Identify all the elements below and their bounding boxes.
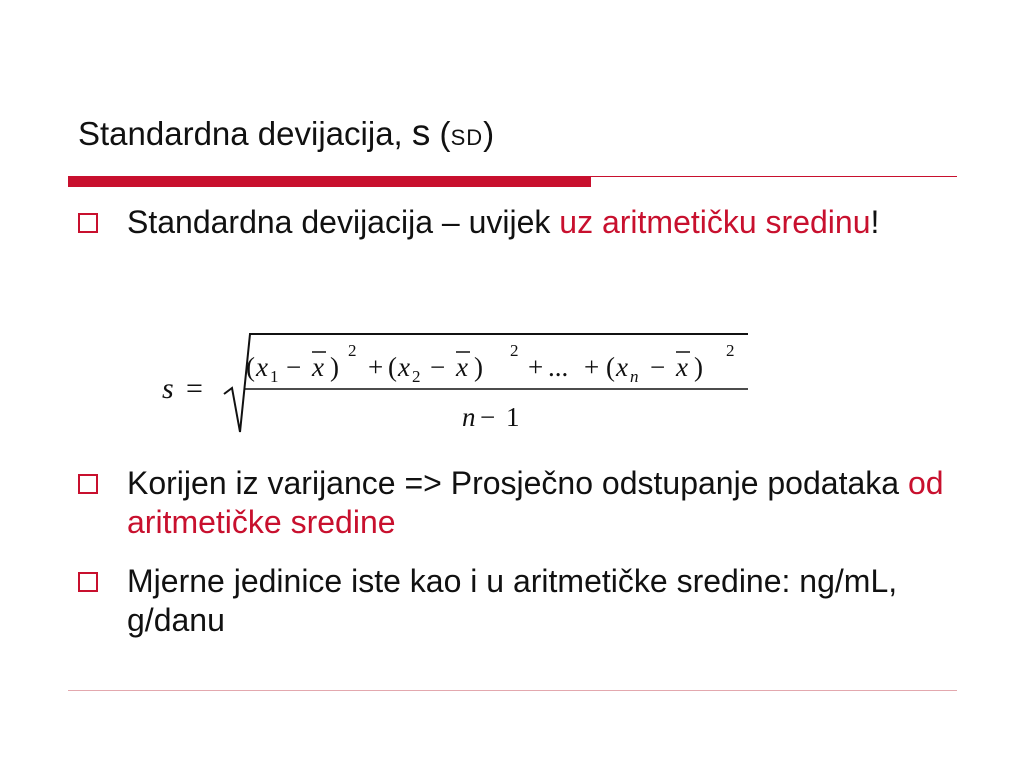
title-underline-thin xyxy=(591,176,957,177)
term1-mean: x xyxy=(312,352,324,382)
denominator-one: 1 xyxy=(506,402,520,432)
term1-sub: 1 xyxy=(270,367,279,386)
bullet-item-1 xyxy=(78,203,958,242)
term2-mean: x xyxy=(456,352,468,382)
term1-open-paren: ( xyxy=(246,352,255,382)
termn-mean: x xyxy=(676,352,688,382)
denominator-minus: − xyxy=(480,402,496,432)
term2-var: x xyxy=(398,352,410,382)
title-underline-thick xyxy=(68,176,591,187)
term1-var: x xyxy=(256,352,268,382)
term2-open-paren: ( xyxy=(388,352,397,382)
bullet-text xyxy=(127,562,947,640)
formula-lhs: s xyxy=(162,372,174,405)
bullet-item-3 xyxy=(78,562,958,640)
bullet-text xyxy=(127,203,947,242)
title-paren-close: ) xyxy=(483,115,495,152)
title-symbol: s xyxy=(411,112,431,153)
bullet-text-plain: Mjerne jedinice iste kao i u aritmetičke sredine: ng/mL, g/danu xyxy=(127,563,898,638)
ellipsis-plus-left: + xyxy=(528,352,544,382)
bullet-text-plain: Standardna devijacija – uvijek xyxy=(127,204,560,240)
bullet-text-plain: Korijen iz varijance => Prosječno odstupanje podataka xyxy=(127,465,908,501)
termn-minus: − xyxy=(650,352,666,382)
term2-minus: − xyxy=(430,352,446,382)
title-paren-open: ( xyxy=(430,115,451,152)
term2-plus: + xyxy=(368,352,384,382)
square-bullet-icon xyxy=(78,213,98,233)
square-bullet-icon xyxy=(78,474,98,494)
termn-exponent: 2 xyxy=(726,341,735,360)
square-bullet-icon xyxy=(78,572,98,592)
bullet-item-2 xyxy=(78,464,958,542)
term2-sub: 2 xyxy=(412,367,421,386)
denominator-n: n xyxy=(462,402,476,432)
formula-equals: = xyxy=(186,372,203,405)
term2-exponent: 2 xyxy=(510,341,519,360)
termn-var: x xyxy=(616,352,628,382)
slide-title xyxy=(78,112,494,154)
title-abbrev: SD xyxy=(450,125,484,150)
bullet-text-highlight: od aritmetičke sredine xyxy=(127,465,944,540)
ellipsis-plus-right: + xyxy=(584,352,600,382)
formula-svg xyxy=(150,322,760,442)
termn-sub: n xyxy=(630,367,639,386)
termn-close-paren: ) xyxy=(694,352,703,382)
term1-minus: − xyxy=(286,352,302,382)
bullet-text-suffix: ! xyxy=(870,204,880,240)
standard-deviation-formula xyxy=(150,322,760,442)
term2-close-paren: ) xyxy=(474,352,483,382)
title-prefix: Standardna devijacija, xyxy=(78,115,412,152)
footer-divider xyxy=(68,690,957,691)
term1-exponent: 2 xyxy=(348,341,357,360)
term1-close-paren: ) xyxy=(330,352,339,382)
termn-open-paren: ( xyxy=(606,352,615,382)
ellipsis: ... xyxy=(548,352,569,382)
bullet-text-highlight: uz aritmetičku sredinu xyxy=(559,204,871,240)
bullet-text xyxy=(127,464,947,542)
